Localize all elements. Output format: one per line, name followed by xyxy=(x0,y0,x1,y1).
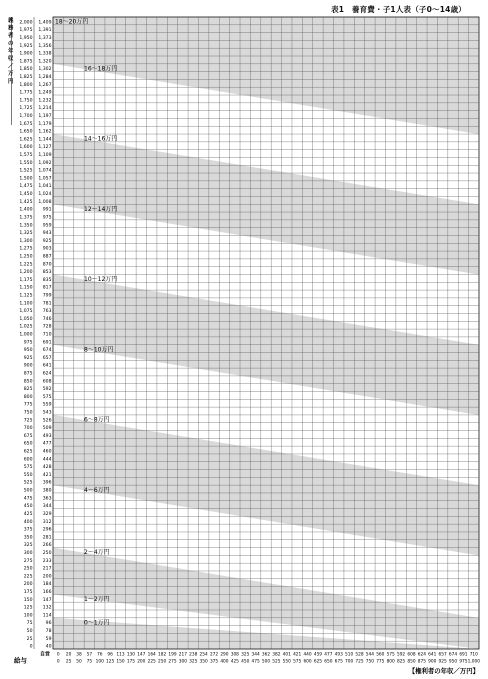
x-salary-tick: 500 xyxy=(261,659,271,665)
x-salary-tick: 400 xyxy=(220,659,229,665)
y-self-tick: 166 xyxy=(42,589,52,595)
x-self-tick: 308 xyxy=(230,652,239,658)
x-self-tick: 0 xyxy=(56,652,60,658)
zone-label: 10～12万円 xyxy=(84,276,118,284)
y-salary-tick: 1,875 xyxy=(19,59,33,65)
y-salary-tick: 400 xyxy=(23,519,33,525)
y-salary-tick: 950 xyxy=(23,348,33,354)
y-salary-tick: 475 xyxy=(23,496,33,502)
x-salary-tick: 875 xyxy=(417,659,426,665)
x-salary-tick: 850 xyxy=(407,659,416,665)
y-self-tick: 575 xyxy=(42,394,52,400)
y-self-tick: 710 xyxy=(42,332,52,338)
y-salary-tick: 1,675 xyxy=(19,121,33,127)
x-salary-tick: 1,000 xyxy=(467,659,480,665)
x-salary-tick: 625 xyxy=(313,659,323,665)
y-salary-tick: 975 xyxy=(23,340,33,346)
y-self-tick: 543 xyxy=(42,410,52,416)
x-self-tick: 20 xyxy=(65,652,72,658)
y-salary-tick: 1,575 xyxy=(19,153,33,159)
x-salary-tick: 25 xyxy=(65,659,72,665)
x-self-label: 自営 xyxy=(39,651,50,658)
x-salary-tick: 600 xyxy=(303,659,312,665)
y-salary-tick: 2,000 xyxy=(19,20,33,26)
y-self-tick: 870 xyxy=(42,262,52,268)
zone-label: 6～8万円 xyxy=(84,416,110,424)
x-self-tick: 674 xyxy=(448,652,458,658)
band-shaded xyxy=(53,17,479,134)
y-salary-tick: 25 xyxy=(26,636,33,642)
x-salary-tick: 700 xyxy=(345,659,354,665)
y-self-tick: 1,267 xyxy=(38,82,52,88)
y-self-tick: 1,127 xyxy=(38,145,52,151)
y-axis-label: 義務者の年収／万円 xyxy=(8,18,14,85)
y-self-tick: 641 xyxy=(42,363,52,369)
y-self-tick: 1,008 xyxy=(38,199,52,205)
x-self-tick: 608 xyxy=(407,652,416,658)
y-salary-tick: 1,450 xyxy=(19,192,33,198)
x-self-tick: 57 xyxy=(86,652,93,658)
y-salary-tick: 1,375 xyxy=(19,215,33,221)
x-self-tick: 560 xyxy=(376,652,385,658)
x-self-tick: 113 xyxy=(116,652,125,658)
y-self-tick: 1,109 xyxy=(38,153,52,159)
y-self-tick: 781 xyxy=(42,301,52,307)
x-salary-tick: 825 xyxy=(396,659,406,665)
y-self-tick: 835 xyxy=(42,277,52,283)
y-salary-tick: 250 xyxy=(23,566,33,572)
y-salary-tick: 150 xyxy=(23,597,33,603)
y-salary-tick: 350 xyxy=(23,535,33,541)
y-self-tick: 147 xyxy=(42,597,52,603)
x-self-tick: 710 xyxy=(469,652,478,658)
y-salary-tick: 75 xyxy=(26,621,33,627)
y-self-tick: 1,338 xyxy=(38,51,52,57)
y-self-tick: 592 xyxy=(42,387,52,393)
y-salary-tick: 1,425 xyxy=(19,199,33,205)
y-self-tick: 763 xyxy=(42,309,52,315)
y-salary-tick: 625 xyxy=(23,449,33,455)
y-self-tick: 959 xyxy=(42,223,52,229)
x-salary-tick: 375 xyxy=(209,659,219,665)
y-self-tick: 380 xyxy=(42,488,52,494)
y-salary-tick: 1,075 xyxy=(19,309,33,315)
y-salary-tick: 1,925 xyxy=(19,43,33,49)
y-self-tick: 114 xyxy=(42,613,52,619)
y-salary-tick: 50 xyxy=(26,628,33,634)
y-self-tick: 281 xyxy=(42,535,52,541)
x-salary-tick: 75 xyxy=(86,659,93,665)
x-salary-tick: 750 xyxy=(365,659,375,665)
y-salary-tick: 875 xyxy=(23,371,33,377)
x-self-tick: 96 xyxy=(107,652,113,658)
y-self-tick: 444 xyxy=(42,457,52,463)
y-self-tick: 1,391 xyxy=(38,28,52,34)
x-self-tick: 592 xyxy=(396,652,406,658)
y-salary-tick: 750 xyxy=(23,410,33,416)
y-salary-tick: 1,100 xyxy=(19,301,33,307)
x-self-tick: 421 xyxy=(293,652,302,658)
x-self-tick: 238 xyxy=(189,652,198,658)
y-self-tick: 1,074 xyxy=(38,168,52,174)
x-self-tick: 493 xyxy=(334,652,343,658)
y-salary-tick: 225 xyxy=(23,574,33,580)
x-self-tick: 691 xyxy=(459,652,468,658)
y-salary-tick: 850 xyxy=(23,379,33,385)
x-salary-tick: 225 xyxy=(147,659,156,665)
page-title: 表1 養育費・子1人表（子0～14歳） xyxy=(331,5,466,14)
y-salary-tick: 700 xyxy=(23,426,33,432)
x-salary-tick: 200 xyxy=(137,659,146,665)
x-salary-tick: 125 xyxy=(106,659,115,665)
x-self-tick: 510 xyxy=(345,652,354,658)
x-salary-tick: 100 xyxy=(95,659,104,665)
y-self-tick: 460 xyxy=(42,449,52,455)
y-salary-tick: 1,225 xyxy=(19,262,33,268)
x-self-tick: 459 xyxy=(313,652,323,658)
x-salary-tick: 925 xyxy=(438,659,447,665)
y-salary-tick: 1,275 xyxy=(19,246,33,252)
y-salary-tick: 800 xyxy=(23,394,33,400)
x-self-tick: 624 xyxy=(417,652,426,658)
x-self-tick: 254 xyxy=(199,652,208,658)
x-salary-tick: 325 xyxy=(189,659,198,665)
x-salary-tick: 550 xyxy=(282,659,291,665)
y-salary-tick: 1,400 xyxy=(19,207,33,213)
x-self-tick: 164 xyxy=(147,652,156,658)
y-salary-tick: 375 xyxy=(23,527,33,533)
x-salary-tick: 0 xyxy=(56,659,60,665)
y-self-tick: 1,179 xyxy=(38,121,52,127)
y-salary-tick: 1,775 xyxy=(19,90,33,96)
y-salary-tick: 1,825 xyxy=(19,75,33,81)
y-self-tick: 363 xyxy=(42,496,52,502)
y-salary-tick: 925 xyxy=(23,355,33,361)
y-self-tick: 991 xyxy=(42,207,52,213)
y-salary-tick: 1,475 xyxy=(19,184,33,190)
x-self-tick: 217 xyxy=(178,652,187,658)
y-salary-tick: 325 xyxy=(23,543,33,549)
y-self-tick: 200 xyxy=(42,574,52,580)
x-salary-tick: 450 xyxy=(241,659,250,665)
x-self-tick: 147 xyxy=(137,652,146,658)
y-salary-tick: 1,525 xyxy=(19,168,33,174)
y-self-tick: 799 xyxy=(42,293,52,299)
y-salary-tick: 1,025 xyxy=(19,324,33,330)
x-salary-tick: 775 xyxy=(376,659,385,665)
y-self-tick: 903 xyxy=(42,246,52,252)
x-self-tick: 272 xyxy=(209,652,219,658)
y-self-tick: 674 xyxy=(42,348,52,354)
x-salary-tick: 175 xyxy=(126,659,136,665)
y-self-tick: 233 xyxy=(42,558,52,564)
y-salary-tick: 1,000 xyxy=(19,332,33,338)
y-self-tick: 1,302 xyxy=(38,67,52,73)
y-salary-tick: 550 xyxy=(23,472,33,478)
y-self-tick: 526 xyxy=(42,418,52,424)
y-salary-tick: 675 xyxy=(23,433,33,439)
y-salary-tick: 900 xyxy=(23,363,33,369)
y-salary-tick: 600 xyxy=(23,457,33,463)
y-self-tick: 1,320 xyxy=(38,59,52,65)
y-self-tick: 421 xyxy=(42,472,52,478)
x-self-tick: 76 xyxy=(97,652,103,658)
y-self-tick: 1,057 xyxy=(38,176,52,182)
x-self-tick: 362 xyxy=(261,652,271,658)
zone-label: 16～18万円 xyxy=(84,65,118,73)
y-self-tick: 509 xyxy=(42,426,52,432)
y-salary-tick: 450 xyxy=(23,504,33,510)
x-self-tick: 199 xyxy=(168,652,177,658)
y-self-tick: 1,092 xyxy=(38,160,52,166)
y-self-tick: 312 xyxy=(42,519,52,525)
zone-label: 4～6万円 xyxy=(84,486,110,494)
y-salary-tick: 825 xyxy=(23,387,33,393)
zone-label: 1～2万円 xyxy=(84,596,110,604)
y-self-tick: 559 xyxy=(42,402,52,408)
y-salary-tick: 1,650 xyxy=(19,129,33,135)
x-salary-tick: 525 xyxy=(272,659,281,665)
y-salary-tick: 1,250 xyxy=(19,254,33,260)
y-self-tick: 296 xyxy=(42,527,52,533)
y-self-tick: 691 xyxy=(42,340,52,346)
x-salary-tick: 475 xyxy=(251,659,260,665)
x-self-tick: 325 xyxy=(241,652,250,658)
y-salary-tick: 1,900 xyxy=(19,51,33,57)
x-self-tick: 130 xyxy=(126,652,136,658)
y-salary-tick: 1,325 xyxy=(19,231,33,237)
y-salary-tick: 1,550 xyxy=(19,160,33,166)
y-salary-tick: 1,750 xyxy=(19,98,33,104)
y-self-tick: 96 xyxy=(45,621,52,627)
x-self-tick: 290 xyxy=(220,652,229,658)
x-salary-tick: 300 xyxy=(178,659,187,665)
y-salary-tick: 1,125 xyxy=(19,293,33,299)
x-self-tick: 641 xyxy=(428,652,437,658)
y-self-tick: 1,214 xyxy=(38,106,52,112)
y-self-tick: 746 xyxy=(42,316,52,322)
y-salary-tick: 575 xyxy=(23,465,33,471)
y-salary-tick: 1,500 xyxy=(19,176,33,182)
x-self-tick: 544 xyxy=(365,652,375,658)
y-self-tick: 184 xyxy=(42,582,52,588)
y-self-tick: 1,249 xyxy=(38,90,52,96)
y-self-tick: 329 xyxy=(42,511,52,517)
x-salary-tick: 675 xyxy=(334,659,343,665)
y-salary-tick: 1,800 xyxy=(19,82,33,88)
y-salary-tick: 1,700 xyxy=(19,114,33,120)
y-salary-tick: 1,050 xyxy=(19,316,33,322)
y-salary-tick: 1,200 xyxy=(19,270,33,276)
zone-label: 0～1万円 xyxy=(84,619,110,627)
x-self-tick: 344 xyxy=(251,652,260,658)
y-self-tick: 1,356 xyxy=(38,43,52,49)
y-self-tick: 1,197 xyxy=(38,114,52,120)
y-self-tick: 1,024 xyxy=(38,192,52,198)
y-self-tick: 925 xyxy=(42,238,52,244)
x-self-tick: 401 xyxy=(282,652,291,658)
y-salary-tick: 775 xyxy=(23,402,33,408)
x-axis-label: 【権利者の年収／万円】 xyxy=(408,667,479,675)
y-salary-tick: 1,625 xyxy=(19,137,33,143)
y-salary-tick: 1,975 xyxy=(19,28,33,34)
x-salary-tick: 800 xyxy=(386,659,395,665)
x-salary-tick: 725 xyxy=(355,659,364,665)
y-self-tick: 853 xyxy=(42,270,52,276)
x-salary-tick: 350 xyxy=(199,659,208,665)
y-self-tick: 250 xyxy=(42,550,52,556)
y-self-tick: 493 xyxy=(42,433,52,439)
y-salary-tick: 1,175 xyxy=(19,277,33,283)
y-self-tick: 608 xyxy=(42,379,52,385)
x-self-tick: 440 xyxy=(303,652,312,658)
y-self-tick: 344 xyxy=(42,504,52,510)
x-self-tick: 657 xyxy=(438,652,447,658)
y-self-tick: 217 xyxy=(42,566,52,572)
y-self-tick: 624 xyxy=(42,371,52,377)
zone-label: 18～20万円 xyxy=(55,18,89,26)
y-salary-tick: 725 xyxy=(23,418,33,424)
y-salary-tick: 1,850 xyxy=(19,67,33,73)
y-salary-tick: 200 xyxy=(23,582,33,588)
y-salary-tick: 175 xyxy=(23,589,33,595)
x-salary-tick: 950 xyxy=(448,659,458,665)
y-salary-tick: 1,150 xyxy=(19,285,33,291)
y-self-tick: 943 xyxy=(42,231,52,237)
y-salary-tick: 650 xyxy=(23,441,33,447)
y-self-tick: 40 xyxy=(45,644,52,650)
zone-label: 8～10万円 xyxy=(84,346,114,354)
y-salary-tick: 500 xyxy=(23,488,33,494)
x-self-tick: 477 xyxy=(324,652,333,658)
x-self-tick: 382 xyxy=(272,652,281,658)
y-salary-tick: 425 xyxy=(23,511,33,517)
zone-label: 12～14万円 xyxy=(84,205,118,213)
x-salary-tick: 275 xyxy=(168,659,177,665)
y-self-tick: 1,162 xyxy=(38,129,52,135)
y-self-tick: 477 xyxy=(42,441,52,447)
y-salary-tick: 1,950 xyxy=(19,36,33,42)
x-salary-tick: 575 xyxy=(293,659,302,665)
y-salary-tick: 1,300 xyxy=(19,238,33,244)
zone-label: 2～4万円 xyxy=(84,549,110,557)
y-salary-tick: 275 xyxy=(23,558,33,564)
x-salary-tick: 900 xyxy=(428,659,437,665)
y-axis-label-bottom: 給与 xyxy=(14,656,27,665)
y-self-tick: 396 xyxy=(42,480,52,486)
x-salary-tick: 150 xyxy=(116,659,125,665)
y-salary-tick: 1,725 xyxy=(19,106,33,112)
y-self-tick: 59 xyxy=(45,636,52,642)
y-salary-tick: 525 xyxy=(23,480,33,486)
x-salary-tick: 425 xyxy=(230,659,239,665)
y-self-tick: 1,232 xyxy=(38,98,52,104)
y-self-tick: 1,373 xyxy=(38,36,52,42)
y-salary-tick: 1,600 xyxy=(19,145,33,151)
y-self-tick: 657 xyxy=(42,355,52,361)
y-salary-tick: 300 xyxy=(23,550,33,556)
x-self-tick: 38 xyxy=(76,652,82,658)
y-self-tick: 132 xyxy=(42,605,52,611)
y-self-tick: 1,041 xyxy=(38,184,52,190)
y-salary-tick: 125 xyxy=(23,605,33,611)
y-self-tick: 1,144 xyxy=(38,137,52,143)
zone-label: 14～16万円 xyxy=(84,135,118,143)
y-self-tick: 1,284 xyxy=(38,75,52,81)
y-salary-tick: 0 xyxy=(29,644,33,650)
y-self-tick: 428 xyxy=(42,465,52,471)
y-self-tick: 266 xyxy=(42,543,52,549)
y-self-tick: 728 xyxy=(42,324,52,330)
y-self-tick: 1,409 xyxy=(38,20,52,26)
x-salary-tick: 250 xyxy=(157,659,167,665)
x-salary-tick: 650 xyxy=(324,659,333,665)
y-self-tick: 887 xyxy=(42,254,52,260)
y-self-tick: 78 xyxy=(45,628,52,634)
x-self-tick: 575 xyxy=(386,652,395,658)
y-salary-tick: 1,350 xyxy=(19,223,33,229)
x-salary-tick: 50 xyxy=(76,659,82,665)
x-salary-tick: 975 xyxy=(459,659,468,665)
y-self-tick: 817 xyxy=(42,285,52,291)
x-self-tick: 182 xyxy=(157,652,167,658)
y-self-tick: 975 xyxy=(42,215,52,221)
y-salary-tick: 100 xyxy=(23,613,33,619)
x-self-tick: 528 xyxy=(355,652,364,658)
